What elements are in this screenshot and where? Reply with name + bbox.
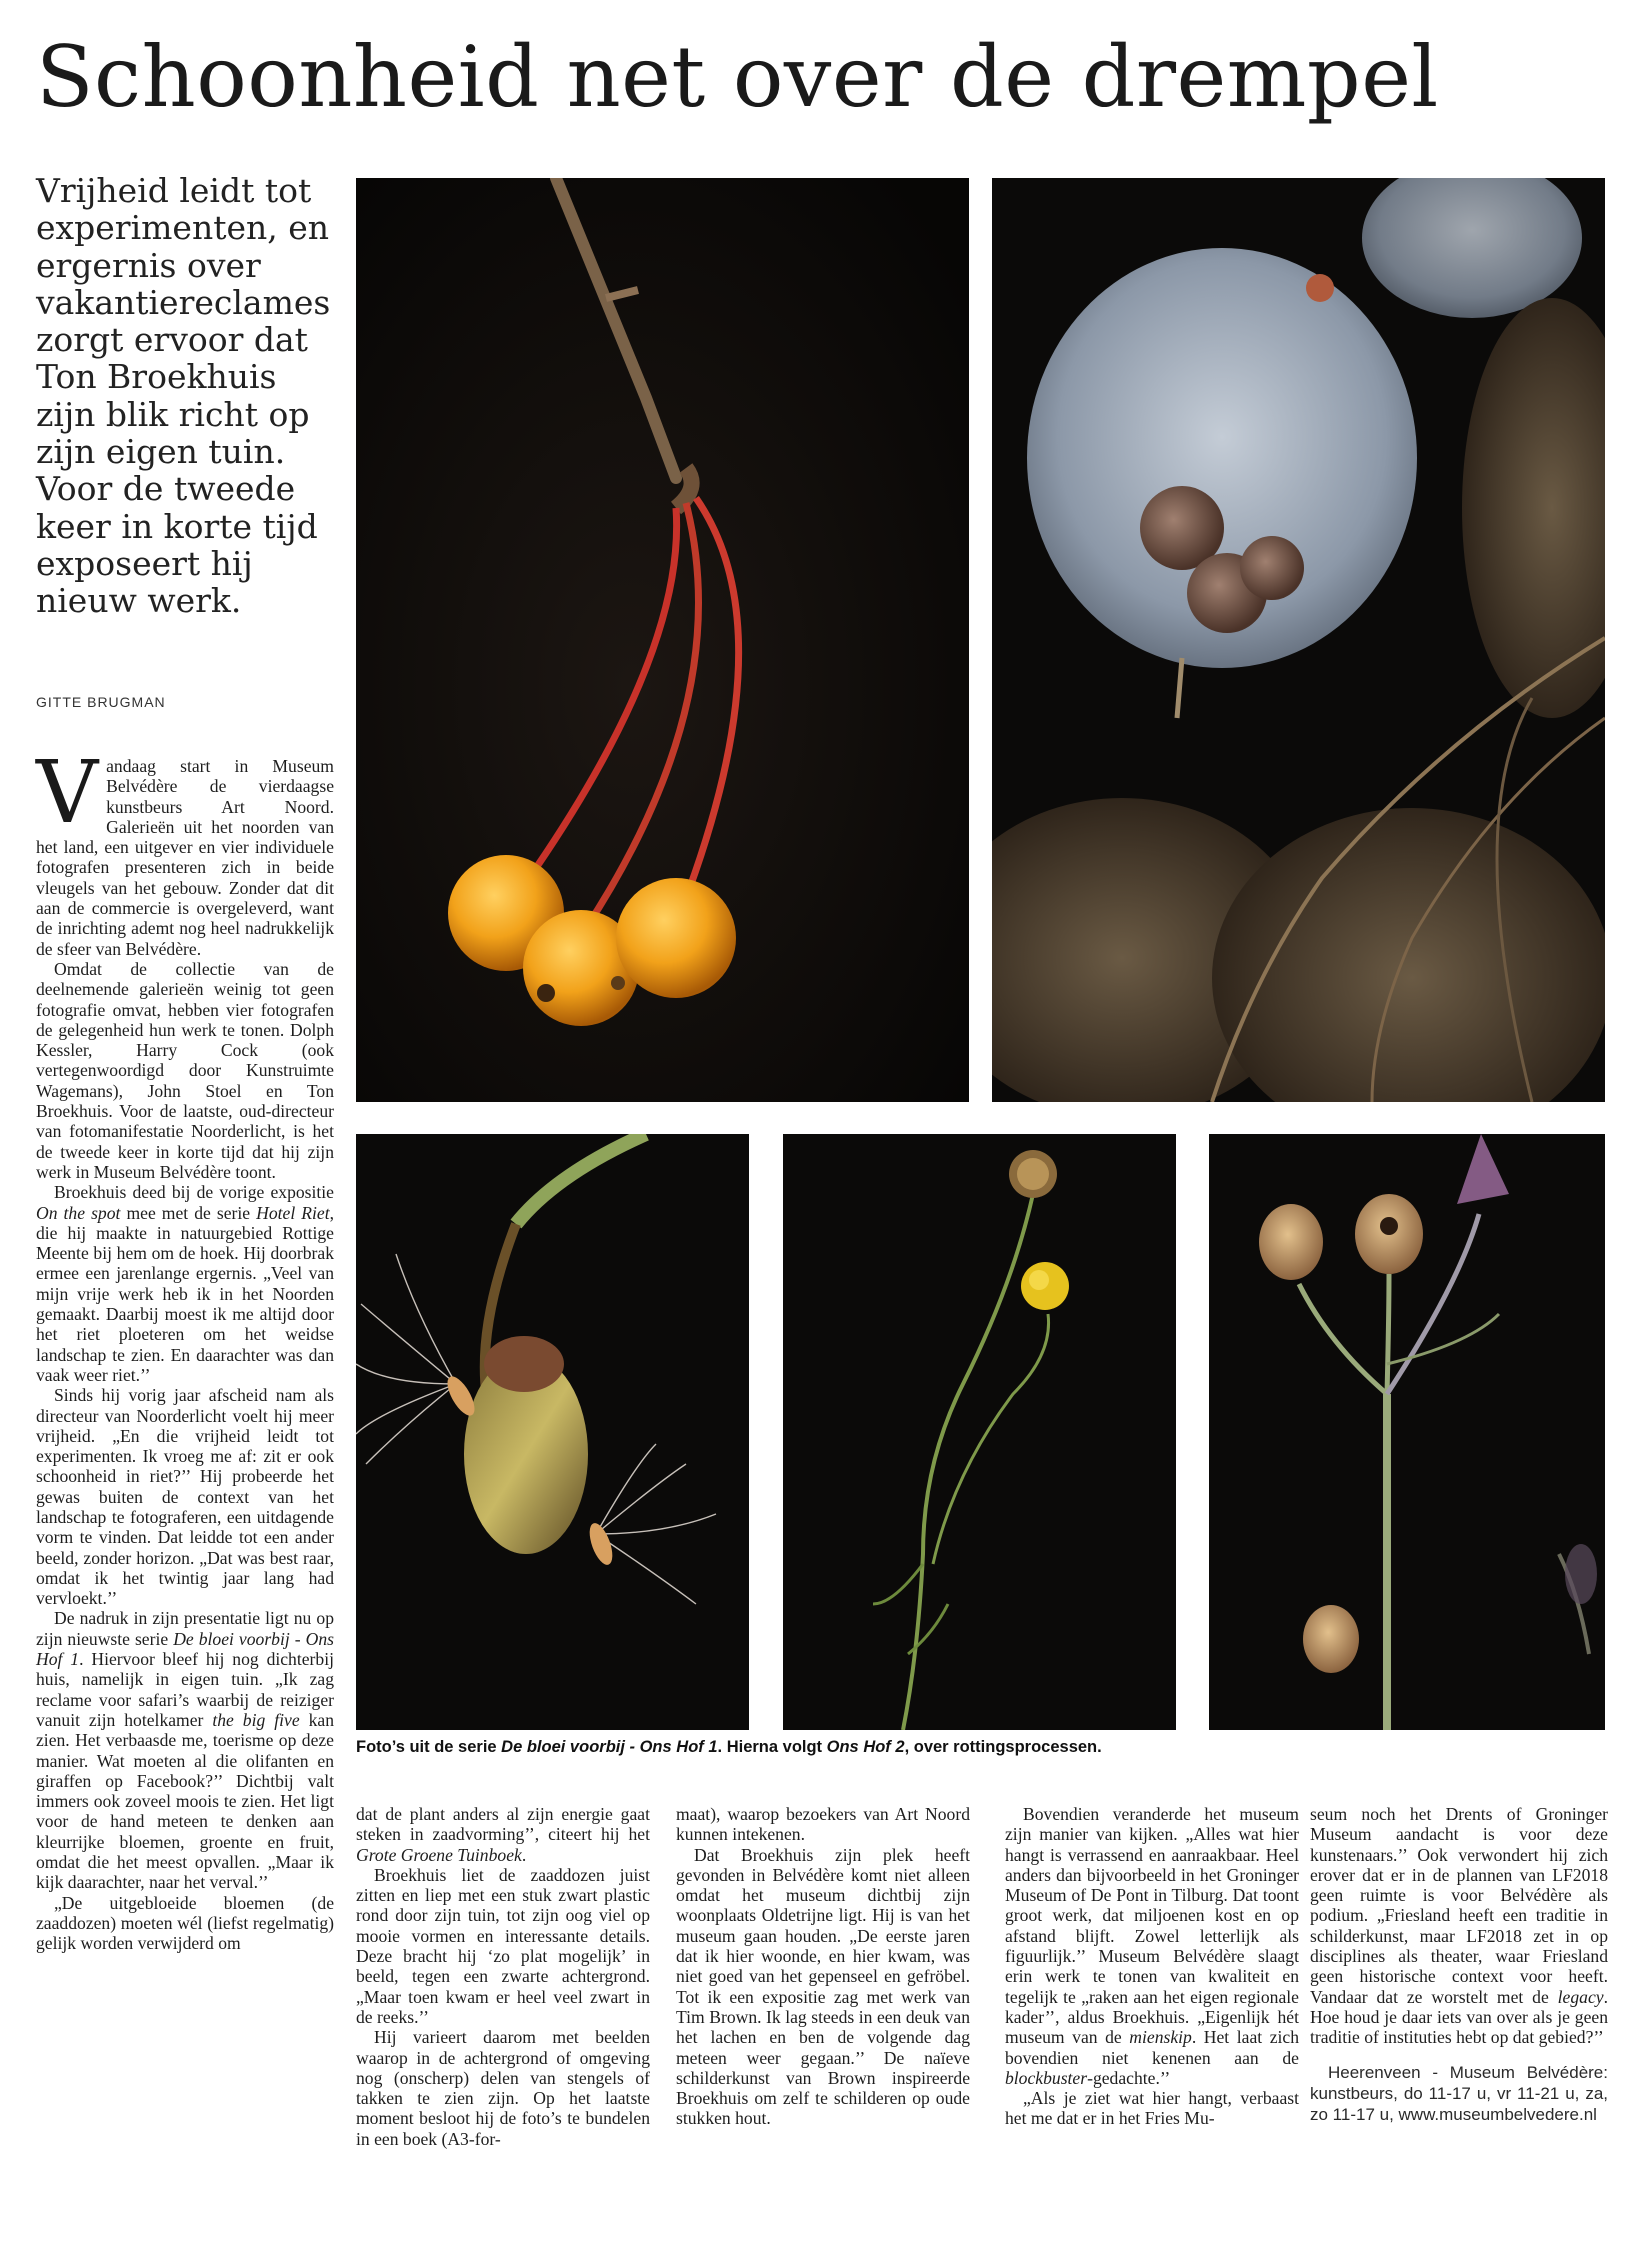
paragraph: Dat Broekhuis zijn plek heeft gevonden in Belvédère komt niet alleen omdat het museum dichtbij zijn woonplaats Oldetrijne ligt. Hij is van het museum gaan houden. „De eerste jaren dat ik hier woonde, en hier kwam, was niet goed van het gepenseel en gefröbel. Tot ik een expositie zag met werk van Tim Brown. Ik lag steeds in een deuk van het lachen en ben de volgende dag meteen weer gegaan.’’ De naïeve schilderkunst van Brown inspireerde Broekhuis om zelf te schilderen op oude stukken hout.: [676, 1844, 970, 2129]
photo-caption: Foto’s uit de serie De bloei voorbij - Ons Hof 1. Hierna volgt Ons Hof 2, over rottingsprocessen.: [356, 1738, 1102, 1756]
dried-seed-capsules-icon: [1209, 1134, 1605, 1730]
headline: Schoonheid net over de drempel: [36, 28, 1439, 126]
dried-seed-head-icon: [356, 1134, 749, 1730]
drop-cap: V: [36, 743, 99, 843]
dried-capsules-photo: [1209, 1134, 1605, 1730]
article-column-2: [356, 1804, 650, 2149]
yellow-flower-stem-photo: [783, 1134, 1176, 1730]
article-column-4: [1005, 1804, 1299, 2129]
seed-head-fluff-photo: [356, 1134, 749, 1730]
exhibition-info: Heerenveen - Museum Belvédère: kunstbeurs, do 11-17 u, vr 11-21 u, za, zo 11-17 u, www.museumbelvedere.nl: [1310, 2062, 1608, 2124]
paragraph: „De uitgebloeide bloemen (de zaaddozen) moeten wél (liefst regelmatig) gelijk worden verwijderd om: [36, 1892, 334, 1954]
paragraph: Hij varieert daarom met beelden waarop in de achtergrond of omgeving nog (onscherp) delen van stengels of takken te zien zijn. Op het laatste moment besloot hij de foto’s te bundelen in een boek (A3-for-: [356, 2027, 650, 2149]
berries-on-red-stems-icon: [356, 178, 969, 1102]
honesty-seedpods-photo: [992, 178, 1605, 1102]
paragraph: Sinds hij vorig jaar afscheid nam als directeur van Noorderlicht voelt hij meer vrijheid. „En die vrijheid leidt tot experimenten. Ik vroeg me af: zit er ook schoonheid in riet?’’ Hij probeerde het gewas buiten de context van het landschap te fotograferen, een uitdagende vorm te vinden. Dat leidde tot een ander beeld, zonder horizon. „Dat was best raar, omdat ik het twintig jaar lang had vervloekt.’’: [36, 1385, 334, 1609]
paragraph: maat), waarop bezoekers van Art Noord kunnen intekenen.: [676, 1804, 970, 1845]
article-column-5: [1310, 1804, 1608, 2125]
paragraph: „Als je ziet wat hier hangt, verbaast het me dat er in het Fries Mu-: [1005, 2088, 1299, 2129]
paragraph: Broekhuis liet de zaaddozen juist zitten en liep met een stuk zwart plastic rond door zijn tuin, tot zijn oog viel op mooie vormen en interessante details. Deze bracht hij ‘zo plat mogelijk’ in beeld, tegen een zwarte achtergrond. „Maar toen kwam er heel veel zwart in de reeks.’’: [356, 1864, 650, 2027]
lead-paragraph: Vrijheid leidt tot experimenten, en ergernis over vakantiereclames zorgt ervoor dat Ton Broekhuis zijn blik richt op zijn eigen tuin. Voor de tweede keer in korte tijd exposeert hij nieuw werk.: [36, 171, 331, 621]
article-column-3: [676, 1804, 970, 2129]
translucent-seed-pods-icon: [992, 178, 1605, 1102]
button-flower-stem-icon: [783, 1134, 1176, 1730]
paragraph: seum noch het Drents of Groninger Museum aandacht is voor deze kunstenaars.’’ Ook verwondert hij zich erover dat er in de plannen van LF2018 geen ruimte is voor Belvédère als podium. „Friesland heeft een traditie in schilderkunst, maar LF2018 zet in op disciplines als theater, waar Friesland geen historische context voor heeft. Vandaar dat ze worstelt met de legacy. Hoe houd je daar iets van over als je geen traditie of instituties hebt op dat gebied?’’: [1310, 1804, 1608, 2048]
byline: GITTE BRUGMAN: [36, 694, 166, 710]
orange-berries-photo: [356, 178, 969, 1102]
paragraph: Bovendien veranderde het museum zijn manier van kijken. „Alles wat hier hangt is verrassend en aanraakbaar. Heel anders dan bijvoorbeeld in het Groninger Museum of De Pont in Tilburg. Dat toont groot werk, dat miljoenen kost en op afstand blijft. Zowel letterlijk als figuurlijk.’’ Museum Belvédère slaagt erin werk te tonen van kwaliteit en tegelijk te „raken aan het eigen regionale kader’’, aldus Broekhuis. „Eigenlijk hét museum van de mienskip. Het laat zich bovendien niet kenenen aan de blockbuster-gedachte.’’: [1005, 1804, 1299, 2088]
paragraph: Omdat de collectie van de deelnemende galerieën weinig tot geen fotografie omvat, hebben vier fotografen de gelegenheid hun werk te tonen. Dolph Kessler, Harry Cock (ook vertegenwoordigd door Kunstruimte Wagemans), John Stoel en Ton Broekhuis. Voor de laatste, oud-directeur van fotomanifestatie Noorderlicht, is het de tweede keer in korte tijd dat hij zijn werk in Museum Belvédère toont.: [36, 958, 334, 1182]
paragraph: Broekhuis deed bij de vorige expositie On the spot mee met de serie Hotel Riet, die hij maakte in natuurgebied Rottige Meente bij hem om de hoek. Hij doorbrak ermee een jarenlange ergernis. „Veel van mijn vrije werk heb ik in het Noorden gemaakt. Daarbij moest ik me altijd door het riet ploeteren om het weidse landschap te zien. En daarachter was dan vaak weer riet.’’: [36, 1182, 335, 1385]
article-column-1: [36, 743, 335, 2212]
paragraph: Vandaag start in Museum Belvédère de vierdaagse kunstbeurs Art Noord. Galerieën uit het noorden van het land, een uitgever en vier individuele fotografen presenteren zich in beide vleugels van het gebouw. Zonder dat dit aan de commercie is overgeleverd, want de inrichting ademt nog heel nadrukkelijk de sfeer van Belvédère.: [36, 743, 334, 959]
paragraph: De nadruk in zijn presentatie ligt nu op zijn nieuwste serie De bloei voorbij - Ons Hof 1. Hiervoor bleef hij nog dichterbij huis, namelijk in eigen tuin. „Ik zag reclame voor safari’s waarbij de reiziger vanuit zijn hotelkamer the big five kan zien. Het verbaasde me, toerisme op deze manier. Wat moeten al die olifanten en giraffen op Facebook?’’ Dichtbij valt immers ook zoveel moois te zien. Het ligt voor de hand meteen te denken aan kleurrijke bloemen, groente en fruit, omdat die het meest opvallen. „Maar ik kijk daarachter, naar het verval.’’: [36, 1608, 334, 1893]
paragraph: dat de plant anders al zijn energie gaat steken in zaadvorming’’, citeert hij het Grote Groene Tuinboek.: [356, 1804, 650, 1865]
